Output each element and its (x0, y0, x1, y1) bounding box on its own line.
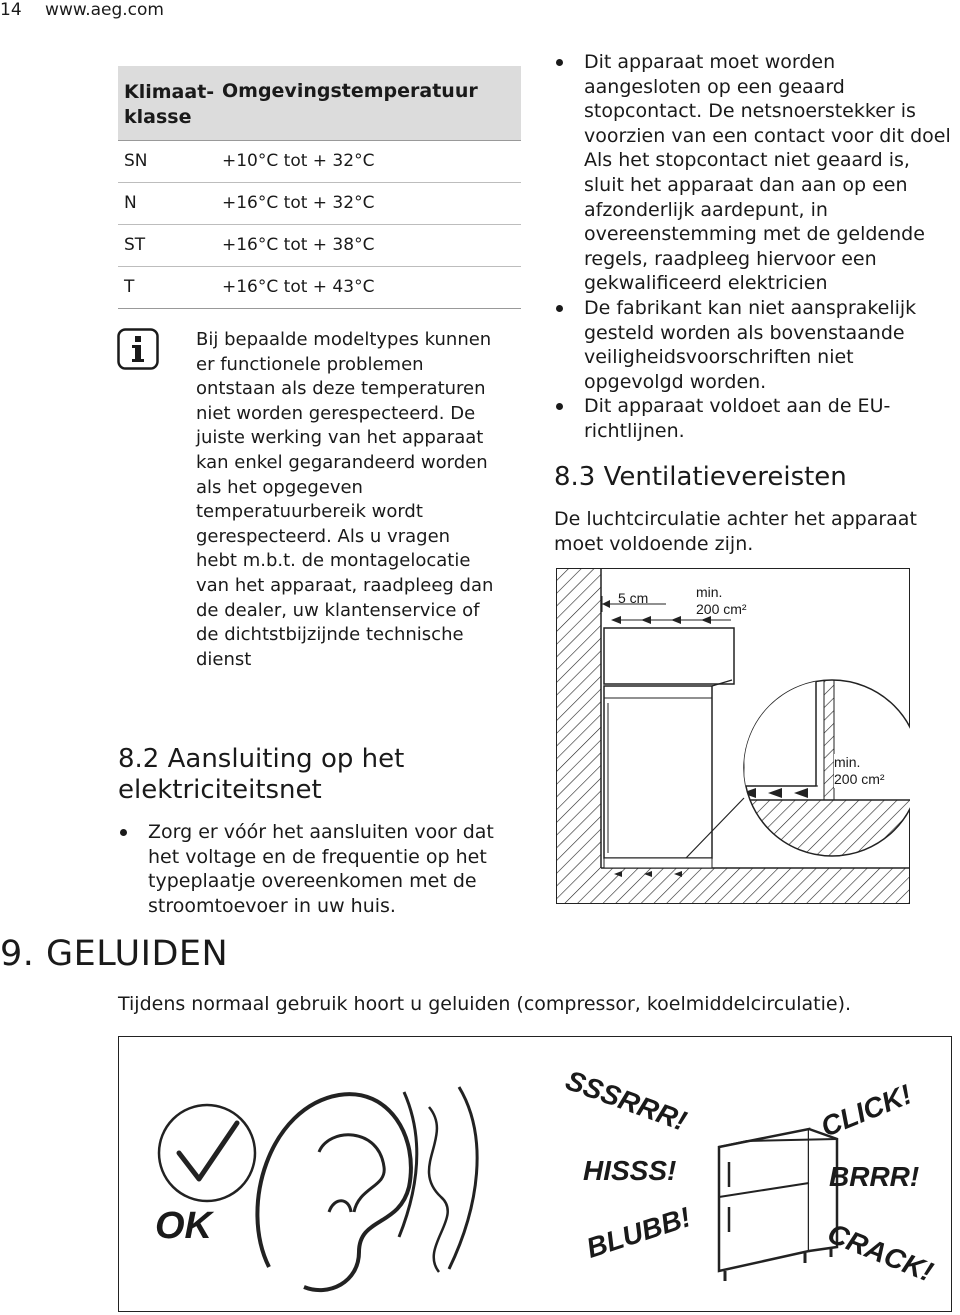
sound-label: BLUBB! (582, 1201, 695, 1264)
section-9-title: 9. GELUIDEN (0, 934, 229, 974)
cell-klasse: SN (124, 151, 148, 171)
cell-klasse: T (124, 277, 135, 297)
bullet-text: Dit apparaat voldoet aan de EU-richtlijnen. (584, 395, 891, 442)
bullet-text: Dit apparaat moet worden aangesloten op een geaard stopcontact. De netsnoerstekker is voorzien van een contact voor dit doel Als het stopcontact niet geaard is, sluit het apparaat dan aan op een afzonderlijk aardepunt, in overeenstemming met de geldende regels, raadpleeg hiervoor een gekwalificeerd elektricien (584, 51, 951, 295)
climate-class-table (118, 66, 521, 309)
table-row (118, 183, 521, 225)
section-8-3-title: 8.3 Ventilatievereisten (554, 462, 847, 492)
table-row (118, 225, 521, 267)
bullet-text: Zorg er vóór het aansluiten voor dat het voltage en de frequentie op het typeplaatje overeenkomen met de stroomtoevoer in uw huis. (148, 821, 494, 917)
cell-temp: +10°C tot + 32°C (222, 151, 375, 171)
ventilation-diagram (556, 568, 910, 904)
list-item (554, 394, 904, 443)
sound-label: SSSRRR! (561, 1064, 691, 1137)
bullet-icon (556, 59, 563, 66)
section-8-2-title: 8.2 Aansluiting op het elektriciteitsnet (118, 744, 405, 805)
area-label: 200 cm² (834, 771, 885, 787)
cell-temp: +16°C tot + 38°C (222, 235, 375, 255)
sound-label: HISSS! (583, 1155, 677, 1186)
area-label: 200 cm² (696, 601, 747, 617)
table-row (118, 267, 521, 309)
page-header (0, 0, 164, 20)
bullet-text: De fabrikant kan niet aansprakelijk gesteld worden als bovenstaande veiligheidsvoorschriften niet opgevolgd worden. (584, 296, 917, 393)
cell-temp: +16°C tot + 43°C (222, 277, 375, 297)
gap-label: 5 cm (618, 590, 649, 606)
bullet-icon (556, 305, 563, 312)
bottom-vent-label (834, 754, 885, 788)
sound-illustration (118, 1036, 952, 1312)
bullet-icon (556, 403, 563, 410)
cell-temp: +16°C tot + 32°C (222, 193, 375, 213)
column-header-temperature: Omgevingstemperatuur (222, 80, 478, 102)
list-item (554, 50, 954, 296)
cell-klasse: N (124, 193, 137, 213)
page-number: 14 (0, 0, 22, 20)
sound-label: CLICK! (816, 1078, 917, 1143)
list-item (554, 296, 954, 394)
ok-label: OK (155, 1205, 212, 1247)
bullet-icon (120, 829, 127, 836)
right-bullet-list (554, 50, 954, 444)
section-8-3-text: De luchtcirculatie achter het apparaat moet voldoende zijn. (554, 508, 917, 555)
min-label: min. (696, 584, 723, 600)
table-row (118, 141, 521, 183)
website-link[interactable]: www.aeg.com (45, 0, 164, 20)
column-header-klasse: Klimaat-klasse (124, 81, 215, 128)
list-item (118, 820, 510, 918)
info-note-text: Bij bepaalde modeltypes kunnen er functionele problemen ontstaan als deze temperaturen niet worden gerespecteerd. De juiste werking van het apparaat kan enkel gegarandeerd worden als het opgegeven temperatuurbereik wordt gerespecteerd. Als u vragen hebt m.b.t. de montagelocatie van het apparaat, raadpleeg dan de dealer, uw klantenservice of de dichtstbijzijnde technische dienst (196, 329, 494, 670)
table-header (118, 66, 521, 141)
info-icon (117, 328, 159, 370)
top-vent-label (696, 584, 747, 618)
sound-label: BRRR! (829, 1161, 920, 1192)
min-label: min. (834, 754, 861, 770)
section-9-text: Tijdens normaal gebruik hoort u geluiden (compressor, koelmiddelcirculatie). (118, 993, 852, 1015)
cell-klasse: ST (124, 235, 146, 255)
sound-label: CRACK! (823, 1217, 938, 1288)
section-8-2-bullets (118, 820, 510, 918)
